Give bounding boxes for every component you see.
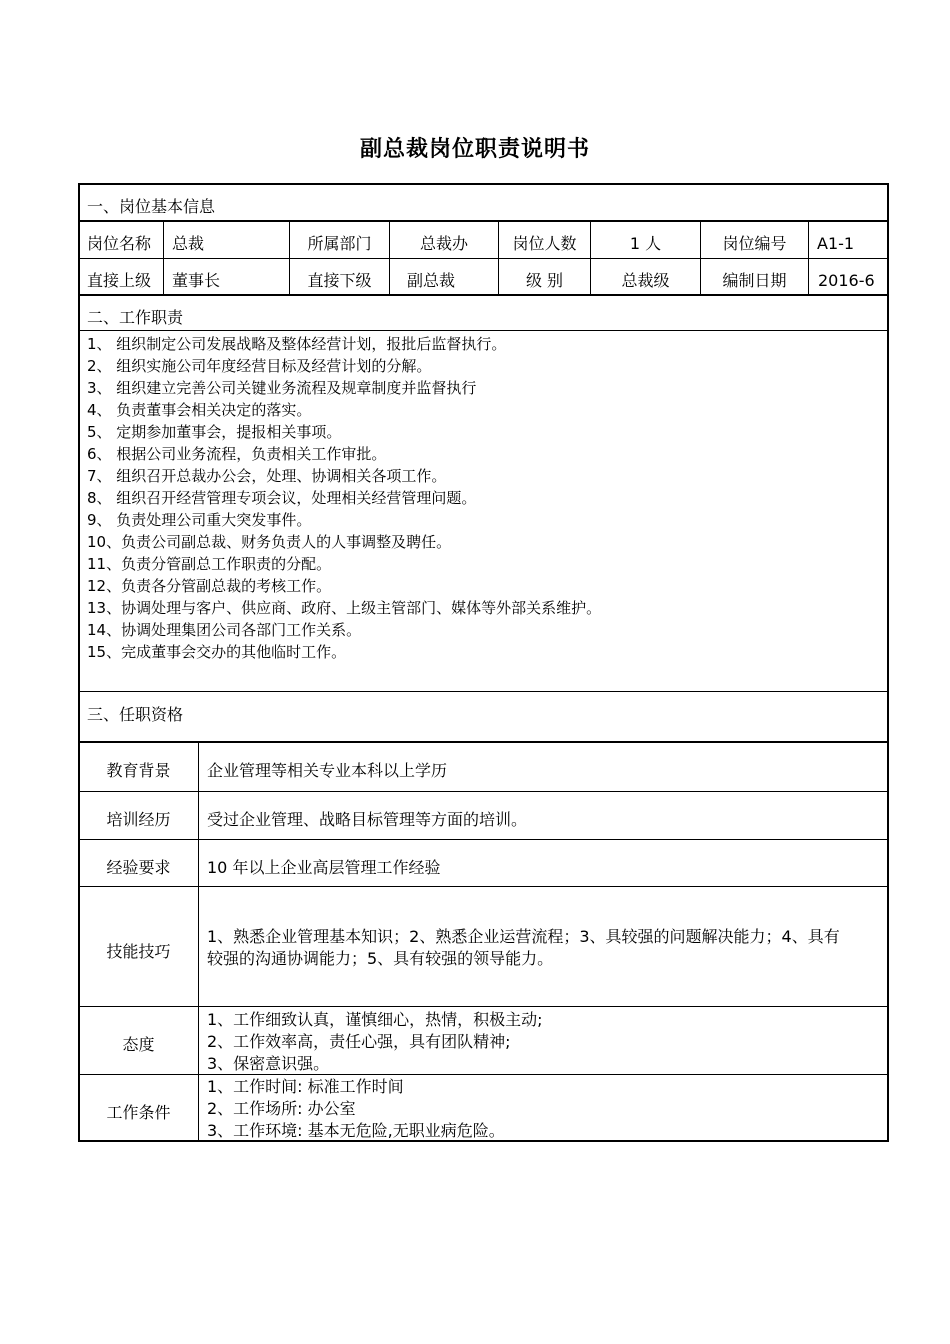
row-divider (78, 1006, 889, 1007)
value-skills-line: 1、熟悉企业管理基本知识；2、熟悉企业运营流程；3、具较强的问题解决能力；4、具有 (207, 927, 840, 946)
value-experience: 10 年以上企业高层管理工作经验 (207, 858, 441, 877)
value-attitude-line: 2、工作效率高，责任心强，具有团队精神; (207, 1032, 511, 1051)
page-title: 副总裁岗位职责说明书 (359, 137, 590, 162)
label-training: 培训经历 (106, 810, 171, 829)
value-level: 总裁级 (621, 271, 670, 290)
duty-item: 3、 组织建立完善公司关键业务流程及规章制度并监督执行 (87, 379, 477, 397)
value-conditions-line: 3、工作环境: 基本无危险,无职业病危险。 (207, 1121, 505, 1140)
row-divider (78, 791, 889, 792)
duty-item: 10、负责公司副总裁、财务负责人的人事调整及聘任。 (87, 533, 452, 551)
col-divider (163, 220, 164, 294)
row-divider (78, 886, 889, 887)
duty-item: 4、 负责董事会相关决定的落实。 (87, 401, 312, 419)
label-direct-subordinate: 直接下级 (307, 271, 372, 290)
label-education: 教育背景 (106, 761, 171, 780)
row-divider (78, 1074, 889, 1075)
duty-item: 14、协调处理集团公司各部门工作关系。 (87, 621, 362, 639)
row-divider (78, 741, 889, 743)
label-direct-superior: 直接上级 (87, 271, 152, 290)
col-divider (808, 220, 809, 294)
value-attitude-line: 3、保密意识强。 (207, 1054, 330, 1073)
row-divider (78, 691, 889, 692)
value-conditions-line: 2、工作场所: 办公室 (207, 1099, 356, 1118)
duty-item: 6、 根据公司业务流程，负责相关工作审批。 (87, 445, 387, 463)
label-skills: 技能技巧 (106, 942, 171, 961)
value-position-name: 总裁 (172, 234, 205, 253)
col-divider (198, 741, 199, 1142)
label-position-code: 岗位编号 (722, 234, 787, 253)
value-conditions-line: 1、工作时间: 标准工作时间 (207, 1077, 404, 1096)
row-divider (78, 294, 889, 296)
row-divider (78, 220, 889, 222)
duty-item: 9、 负责处理公司重大突发事件。 (87, 511, 312, 529)
value-department: 总裁办 (419, 234, 468, 253)
label-prepared-date: 编制日期 (722, 271, 787, 290)
value-prepared-date: 2016-6 (818, 271, 875, 290)
value-training: 受过企业管理、战略目标管理等方面的培训。 (207, 810, 528, 829)
label-experience: 经验要求 (106, 858, 171, 877)
duty-item: 5、 定期参加董事会，提报相关事项。 (87, 423, 342, 441)
duty-item: 1、 组织制定公司发展战略及整体经营计划，报批后监督执行。 (87, 335, 507, 353)
label-conditions: 工作条件 (106, 1103, 171, 1122)
row-divider (78, 258, 889, 259)
section-duties: 二、工作职责 (87, 308, 184, 327)
duty-item: 2、 组织实施公司年度经营目标及经营计划的分解。 (87, 357, 432, 375)
col-divider (389, 220, 390, 294)
value-direct-subordinate: 副总裁 (407, 271, 456, 290)
section-qualifications: 三、任职资格 (87, 705, 184, 724)
duty-item: 13、协调处理与客户、供应商、政府、上级主管部门、媒体等外部关系维护。 (87, 599, 602, 617)
value-skills-line: 较强的沟通协调能力；5、具有较强的领导能力。 (207, 949, 554, 968)
value-direct-superior: 董事长 (172, 271, 221, 290)
label-department: 所属部门 (307, 234, 372, 253)
value-headcount: 1 人 (629, 234, 662, 253)
label-position-name: 岗位名称 (87, 234, 152, 253)
label-headcount: 岗位人数 (512, 234, 577, 253)
value-position-code: A1-1 (817, 234, 855, 253)
row-divider (78, 839, 889, 840)
duty-item: 8、 组织召开经营管理专项会议，处理相关经营管理问题。 (87, 489, 477, 507)
duty-item: 12、负责各分管副总裁的考核工作。 (87, 577, 332, 595)
duty-item: 7、 组织召开总裁办公会，处理、协调相关各项工作。 (87, 467, 447, 485)
value-education: 企业管理等相关专业本科以上学历 (207, 761, 448, 780)
label-level: 级 别 (525, 271, 564, 290)
duty-item: 15、完成董事会交办的其他临时工作。 (87, 643, 347, 661)
label-attitude: 态度 (122, 1035, 155, 1054)
section-basic-info: 一、岗位基本信息 (87, 197, 216, 216)
row-divider (78, 330, 889, 331)
value-attitude-line: 1、工作细致认真，谨慎细心，热情，积极主动; (207, 1010, 543, 1029)
duty-item: 11、负责分管副总工作职责的分配。 (87, 555, 332, 573)
